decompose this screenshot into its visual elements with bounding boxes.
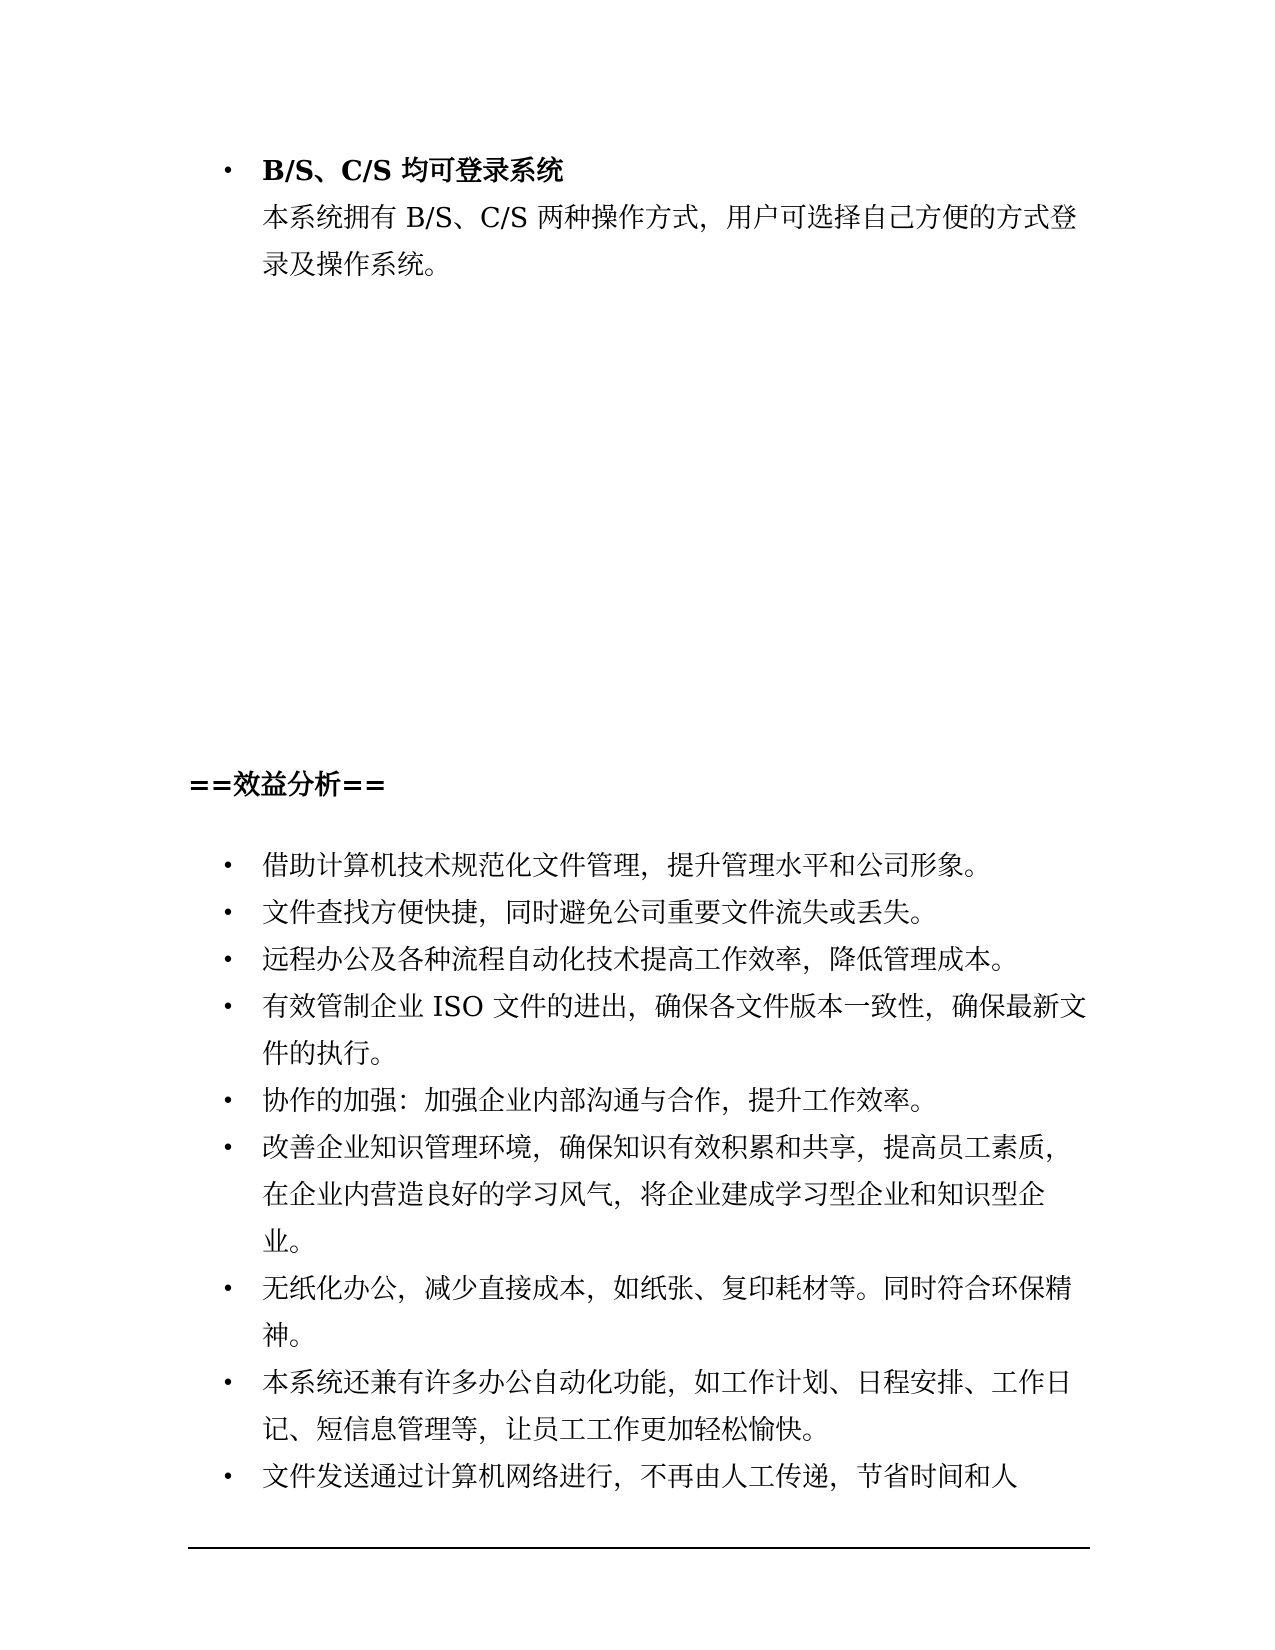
feature-section	[0, 148, 1275, 289]
bullet-icon: •	[221, 1465, 235, 1490]
feature-title: B/S、C/S 均可登录系统	[262, 156, 564, 187]
list-item	[0, 937, 1092, 984]
list-item-text: 远程办公及各种流程自动化技术提高工作效率，降低管理成本。	[262, 945, 1018, 976]
feature-item	[0, 148, 1092, 289]
footer-divider	[188, 1547, 1090, 1549]
bullet-icon: •	[221, 1277, 235, 1302]
list-item	[0, 984, 1092, 1078]
list-item	[0, 1125, 1092, 1266]
bullet-icon: •	[221, 995, 235, 1020]
list-item-text: 改善企业知识管理环境，确保知识有效积累和共享，提高员工素质，在企业内营造良好的学习风气，将企业建成学习型企业和知识型企业。	[262, 1133, 1072, 1258]
bullet-icon: •	[221, 1089, 235, 1114]
bullet-icon: •	[221, 159, 235, 184]
list-item	[0, 1360, 1092, 1454]
list-item-text: 文件查找方便快捷，同时避免公司重要文件流失或丢失。	[262, 898, 937, 929]
list-item-text: 有效管制企业 ISO 文件的进出，确保各文件版本一致性，确保最新文件的执行。	[262, 992, 1087, 1070]
feature-description: 本系统拥有 B/S、C/S 两种操作方式，用户可选择自己方便的方式登录及操作系统。	[262, 203, 1077, 281]
bullet-icon: •	[221, 854, 235, 879]
list-item	[0, 1266, 1092, 1360]
benefits-heading: ==效益分析==	[188, 770, 387, 801]
list-item	[0, 890, 1092, 937]
list-item	[0, 1078, 1092, 1125]
bullet-icon: •	[221, 1371, 235, 1396]
list-item-text: 协作的加强：加强企业内部沟通与合作，提升工作效率。	[262, 1086, 937, 1117]
list-item	[0, 1454, 1092, 1501]
bullet-icon: •	[221, 948, 235, 973]
list-item-text: 本系统还兼有许多办公自动化功能，如工作计划、日程安排、工作日记、短信息管理等，让员工工作更加轻松愉快。	[262, 1368, 1072, 1446]
bullet-icon: •	[221, 901, 235, 926]
list-item	[0, 843, 1092, 890]
bullet-icon: •	[221, 1136, 235, 1161]
list-item-text: 借助计算机技术规范化文件管理，提升管理水平和公司形象。	[262, 851, 991, 882]
list-item-text: 文件发送通过计算机网络进行，不再由人工传递，节省时间和人	[262, 1462, 1018, 1493]
list-item-text: 无纸化办公，减少直接成本，如纸张、复印耗材等。同时符合环保精神。	[262, 1274, 1072, 1352]
benefits-list	[0, 843, 1275, 1501]
